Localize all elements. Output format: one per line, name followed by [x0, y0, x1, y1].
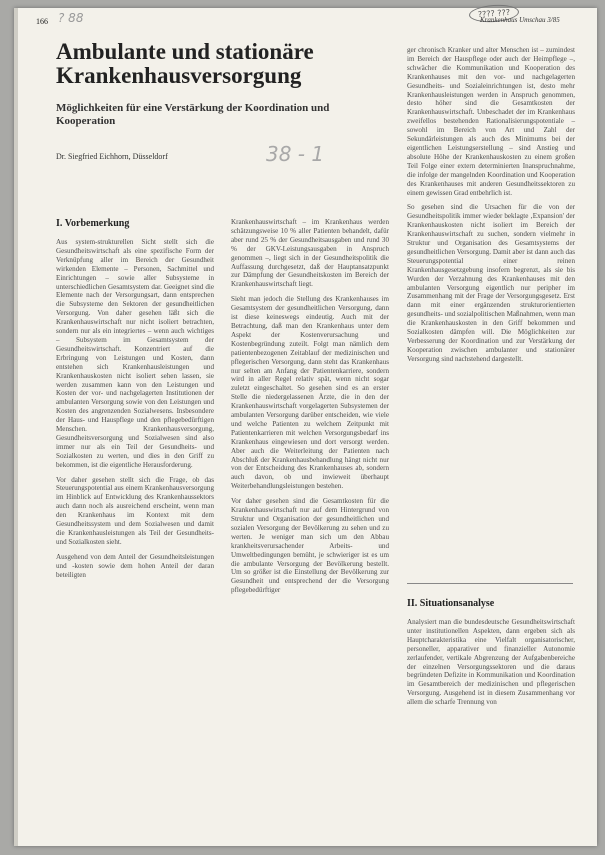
text-column-1: [56, 218, 214, 586]
section-heading: II. Situationsanalyse: [407, 598, 495, 609]
page-number: 166: [36, 17, 48, 26]
handwritten-annotation: ? 88: [58, 11, 84, 25]
library-stamp: ???? ???: [468, 3, 519, 23]
paragraph: Vor daher gesehen stellt sich die Frage, ob das Steuerungspotential aus einem Krankenhausversorgung im Hinblick auf Entwicklung des Krankenhaussektors auch dann noch als ausreichend erscheint, wenn man den Krankenhaus im Kontext mit dem Gesundheitssystem und dem Sozialwesen und damit die Krankenhausleistungen als Teil der Gesundheits- und Sozialkosten sieht.: [56, 475, 214, 546]
paragraph: Sieht man jedoch die Stellung des Krankenhauses im Gesamtsystem der gesundheitlichen Versorgung, dann ist diese keineswegs eindeutig. Auch mit der Betrachtung, daß man den Krankenhaus unter dem Aspekt der Kostenverursachung und Kostenbegründung zuteilt. Folgt man nämlich dem patientenbezogenen Zeitablauf der medizinischen und pflegerischen Versorgung, dann steht das Krankenhaus nur selten am Anfang der Patientenkarriere, sondern wird in aller Regel relativ spät, wenn nicht sogar zuletzt eingeschaltet. So gesehen sind es an erster Stelle die niedergelassenen Ärzte, die in den der Krankenhauswirtschaft vorgelagerten Subsystemen der ambulanten Versorgung darüber entscheiden, wie viele und welche Patienten zu welchem Zeitpunkt mit Patientenkarrieren mit welchen Versorgungsbedarf ins Krankenhaus eingewiesen und dort versorgt werden. Aber auch die Weiterleitung der Patienten nach Abschluß der Krankenhausbehandlung hängt nicht nur von der Entscheidung des Krankenhauses ab, sondern auch davon, ob und inwieweit überhaupt Weiterbehandlungsleistungen bestehen.: [231, 295, 389, 491]
article-title: Ambulante und stationäre Krankenhausversorgung: [56, 39, 314, 88]
paragraph: So gesehen sind die Ursachen für die von der Gesundheitspolitik immer wieder beklagte ‚Expansion' der Krankenhauskosten nicht isoliert im Bereich der Krankenhauswirtschaft zu suchen, sondern vielmehr in Struktur und Organisation des Gesamtsystems der gesundheitlichen Versorgung. Damit aber ist dann auch das Steuerungspotential einer reinen Krankenhausgesetzgebung insofern begrenzt, als sie bis Wurden der Verzahnung des Krankenhauses mit den ambulanten Versorgung eigentlich nur peripher im Zusammenhang mit der Frage der Versorgungsgesetz. Erst dann mit einer ergänzenden strukturorientierten gesundheits- und sozialpolitischen Maßnahmen, wenn man die Krankenhauskosten in den Griff bekommen und Sozialkosten dämpfen will. Die Möglichkeiten zur Verbesserung der Koordination und zur Verstärkung der Kooperation zwischen ambulanter und stationärer Versorgung sind nachstehend dargestellt.: [407, 203, 575, 363]
paragraph: ger chronisch Kranker und alter Menschen ist – zumindest im Bereich der Hauspflege oder auch der Heimpflege –, schwächer die Kommunikation und Kooperation des Krankenhauses mit den vor- und nachgelagerten Gesundheits- und Sozialeinrichtungen ist, desto mehr Krankenhausleistungen werden in Anspruch genommen, desto höher sind die Gesamtkosten der Krankenhauswirtschaft. Unbeschadet der im Krankenhaus zweifellos bestehenden Rationalisierungspotentiale – sowohl im Bereich von Art und Zahl der Sekundärleistungen als auch des Minimums bei der eigentlichen Leistungserstellung – sind Anstieg und absolute Höhe der Krankenhauskosten zu einem großen Teil Folge einer extern determinierten Inanspruchnahme, die infolge der mangelnden Koordination und Kooperation des Krankenhauses mit anderen Gesundheitssektoren zu einem gewissen Grad entbehrlich ist.: [407, 46, 575, 197]
text-column-3: [407, 46, 575, 370]
paragraph: Ausgehend von dem Anteil der Gesundheitsleistungen und -kosten sowie dem hohen Anteil der daran beteiligten: [56, 552, 214, 579]
text-column-3-lower: [407, 598, 575, 713]
paragraph: Krankenhauswirtschaft – im Krankenhaus werden schätzungsweise 10 % aller Patienten behandelt, dafür aber rund 25 % der Gesundheitsausgaben und rund 30 % der GKV-Leistungsausgaben in Anspruch genommen –, liegt sich in der Gesundheitspolitik die Auffassung durchgesetzt, daß der Hauptansatzpunkt zur Dämpfung der Gesundheitskosten im Bereich der Krankenhauswirtschaft liegt.: [231, 218, 389, 289]
section-divider: [407, 583, 573, 584]
section-heading: I. Vorbemerkung: [56, 218, 130, 229]
paragraph: Aus system-strukturellen Sicht stellt sich die Gesundheitswirtschaft als eine spezifische Form der Verknüpfung aller im Bereich der Gesundheit wirkenden Elemente – Personen, Sachmittel und Einrichtungen – sowie aller Subsysteme in unterschiedlichen Gesamtsystem dar. Geeignet sind die Elemente nach der Versorgungsart, dann entsprechen die Subsysteme den Sektoren der gesundheitlichen Versorgung. Von daher gesehen läßt sich die Krankenhauswirtschaft nur nicht isoliert betrachten, sondern nur als ein integriertes – wenn auch wichtiges – Subsystem im Gesamtsystem der Gesundheitswirtschaft. Konzentriert auf die Erbringung von Leistungen und Kosten, dann entstehen sich Krankenhausleistungen und Krankenhauskosten nicht isoliert sehen lassen, sie werden zusammen kann von den Leistungen und Kosten der vor- und nachgelagerten Institutionen der ambulanten Versorgung sowie von den Leistungen und Kosten des angrenzenden Sozialwesens. Insbesondere der Haus- und Hauspflege und den pflegebedürftigen Menschen. Krankenhausversorgung, Gesundheitsversorgung und Sozialwesen sind also immer nur als ein Teil der Gesundheits- und Sozialkosten zu werten, und dies in den Griff zu bekommen, ist die eigentliche Herausforderung.: [56, 238, 214, 469]
paragraph: Vor daher gesehen sind die Gesamtkosten für die Krankenhauswirtschaft nur auf dem Hintergrund von Struktur und Organisation der gesundheitlichen und sozialen Versorgung der Bevölkerung zu sehen und zu werten. Je weniger man sich um den Abbau krankheitsverursachender Arbeits- und Umweltbedingungen bemüht, je schwieriger ist es um die ambulante Versorgung der Bevölkerung bestellt. Um so größer ist die Einstellung der Bevölkerung zur Gesundheit und entsprechend der die Versorgung pflegebedürftiger: [231, 497, 389, 595]
handwritten-number: 38 - 1: [266, 142, 325, 166]
author-line: Dr. Siegfried Eichhorn, Düsseldorf: [56, 152, 168, 161]
text-column-2: [231, 218, 389, 601]
binding-edge: [14, 8, 18, 846]
article-subtitle: Möglichkeiten für eine Verstärkung der Koordination und Kooperation: [56, 102, 330, 127]
journal-reference: Krankenhaus Umschau 3/85: [480, 16, 560, 24]
paragraph: Analysiert man die bundesdeutsche Gesundheitswirtschaft unter institutionellen Aspekten, dann ergeben sich als Hauptcharakteristika eine Vielfalt organisatorischer, personeller, apparativer und finanzieller Autonomie zerlaufender, vertikale Abgrenzung der Aufgabenbereiche der einzelnen Versorgungssektoren und die daraus begründeten Defizite in Kommunikation und Koordination im Gesamtbereich der medizinischen und pflegerischen Versorgung. Ausgehend ist in diesem Zusammenhang vor allem die scharfe Trennung von: [407, 618, 575, 707]
